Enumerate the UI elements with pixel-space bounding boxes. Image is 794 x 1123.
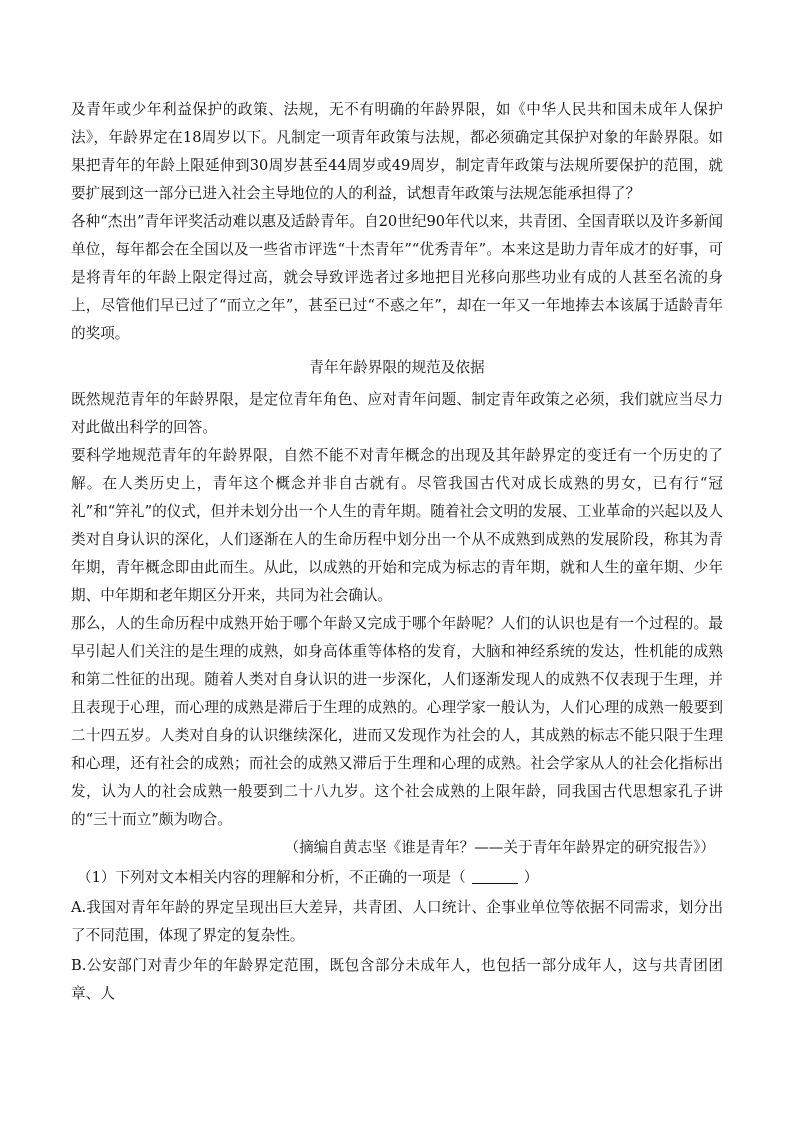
question-prefix: （1）下列对文本相关内容的理解和分析，不正确的一项是（ [77,869,466,886]
option-b[interactable]: B.公安部门对青少年的年龄界定范围，既包含部分未成年人，也包括一部分成年人，这与共青团团章、人 [71,957,723,1002]
option-a[interactable]: A.我国对青年年龄的界定呈现出巨大差异，共青团、人口统计、企事业单位等依据不同需求，划分出了不同范围，体现了界定的复杂性。 [71,899,723,944]
answer-blank[interactable] [472,867,518,884]
question-suffix: ） [523,869,539,886]
document-page [71,96,723,1008]
paragraph-scientific-answer: 既然规范青年的年龄界限，是定位青年角色、应对青年问题、制定青年政策之必须，我们就应当尽力对此做出科学的回答。 [71,391,723,436]
paragraph-youth-awards: 各种“杰出”青年评奖活动难以惠及适龄青年。自20世纪90年代以来，共青团、全国青联以及许多新闻单位，每年都会在全国以及一些省市评选“十杰青年”“优秀青年”。本来这是助力青年成才的好事，可是将青年的年龄上限定得过高，就会导致评选者过多地把目光移向那些功业有成的人甚至名流的身上，尽管他们早已过了“而立之年”，甚至已过“不惑之年”，却在一年又一年地捧去本该属于适龄青年的奖项。 [71,213,723,342]
paragraph-maturity: 那么，人的生命历程中成熟开始于哪个年龄又完成于哪个年龄呢？人们的认识也是有一个过程的。最早引起人们关注的是生理的成熟，如身高体重等体格的发育，大脑和神经系统的发达，性机能的成熟和第二性征的出现。随着人类对自身认识的进一步深化，人们逐渐发现人的成熟不仅表现于生理，并且表现于心理，而心理的成熟是滞后于生理的成熟的。心理学家一般认为，人们心理的成熟一般要到二十四五岁。人类对自身的认识继续深化，进而又发现作为社会的人，其成熟的标志不能只限于生理和心理，还有社会的成熟；而社会的成熟又滞后于生理和心理的成熟。社会学家从人的社会化指标出发，认为人的社会成熟一般要到二十八九岁。这个社会成熟的上限年龄，同我国古代思想家孔子讲的“三十而立”颇为吻合。 [71,615,723,828]
paragraph-age-limit-laws: 及青年或少年利益保护的政策、法规，无不有明确的年龄界限，如《中华人民共和国未成年人保护法》，年龄界定在18周岁以下。凡制定一项青年政策与法规，都必须确定其保护对象的年龄界限。如果把青年的年龄上限延伸到30周岁甚至44周岁或49周岁，制定青年政策与法规所要保护的范围，就要扩展到这一部分已进入社会主导地位的人的利益，试想青年政策与法规怎能承担得了？ [71,101,723,202]
question-1 [71,864,723,892]
source-citation: （摘编自黄志坚《谁是青年？——关于青年年龄界定的研究报告》） [284,839,715,856]
section-heading: 青年年龄界限的规范及依据 [309,359,485,376]
paragraph-history-of-youth: 要科学地规范青年的年龄界限，自然不能不对青年概念的出现及其年龄界定的变迁有一个历史的了解。在人类历史上，青年这个概念并非自古就有。尽管我国古代对成长成熟的男女，已有行“冠礼”和“笄礼”的仪式，但并未划分出一个人生的青年期。随着社会文明的发展、工业革命的兴起以及人类对自身认识的深化，人们逐渐在人的生命历程中划分出一个从不成熟到成熟的发展阶段，称其为青年期，青年概念即由此而生。从此，以成熟的开始和完成为标志的青年期，就和人生的童年期、少年期、中年期和老年期区分开来，共同为社会确认。 [71,447,723,604]
